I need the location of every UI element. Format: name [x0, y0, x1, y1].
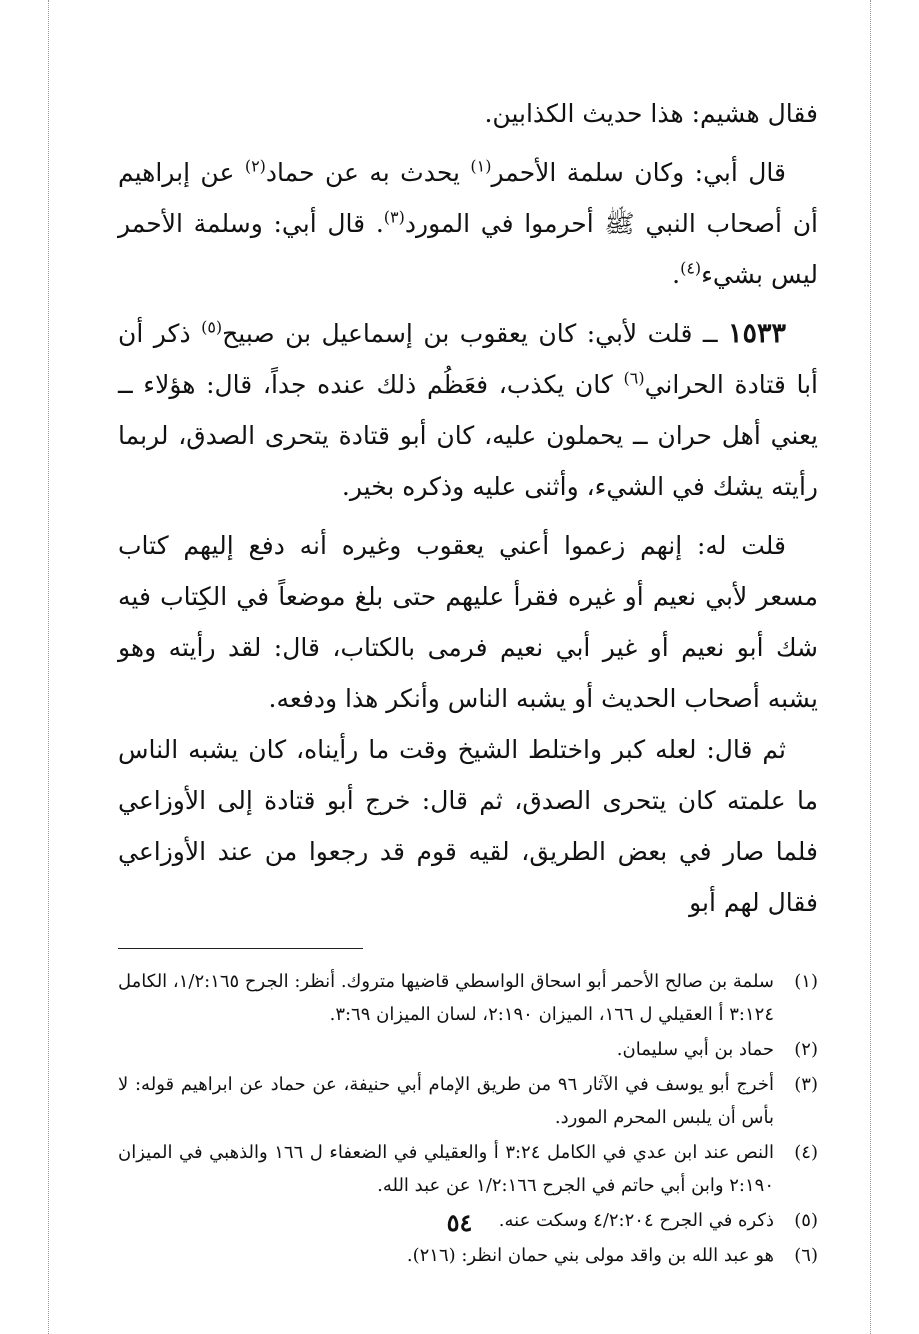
footnote-ref-2[interactable]: (٢) [244, 156, 266, 176]
scan-edge-right [870, 0, 871, 1334]
text-segment: . قال أبي: وسلمة الأحمر ليس بشيء [118, 209, 818, 289]
paragraph-5: ثم قال: لعله كبر واختلط الشيخ وقت ما رأيناه، كان يشبه الناس ما علمته كان يتحرى الصدق، ثم قال: خرج أبو قتادة إلى الأوزاعي فلما صار في بعض الطريق، لقيه قوم قد رجعوا من عند الأوزاعي فقال لهم أبو [118, 735, 818, 917]
footnote-text: سلمة بن صالح الأحمر أبو اسحاق الواسطي قاضيها متروك. أنظر: الجرح ١/٢:١٦٥، الكامل ٣:١٢٤ أ العقيلي ل ١٦٦، الميزان ٢:١٩٠، لسان الميزان ٣:٦٩. [118, 971, 775, 1025]
text-segment: يحدث به عن حماد [265, 158, 471, 187]
footnote-4 [118, 1136, 818, 1202]
footnote-6 [118, 1239, 818, 1272]
footnote-ref-1[interactable]: (١) [470, 156, 492, 176]
page-content [118, 88, 818, 1274]
footnote-3 [118, 1068, 818, 1134]
footnote-text: النص عند ابن عدي في الكامل ٣:٢٤ أ والعقيلي في الضعفاء ل ١٦٦ والذهبي في الميزان ٢:١٩٠ وابن أبي حاتم في الجرح ١/٢:١٦٦ عن عبد الله. [118, 1142, 774, 1196]
main-text [118, 88, 818, 928]
text-segment: ــ قلت لأبي: كان يعقوب بن إسماعيل بن صبيح [222, 319, 728, 348]
footnote-ref-3[interactable]: (٣) [383, 207, 405, 227]
text-segment: قال أبي: وكان سلمة الأحمر [491, 158, 786, 187]
paragraph-1: فقال هشيم: هذا حديث الكذابين. [484, 99, 818, 128]
text-segment: عن إبراهيم أن أصحاب النبي ﷺ أحرموا في المورد [118, 158, 819, 238]
footnote-text: حماد بن أبي سليمان. [616, 1039, 774, 1060]
entry-1533 [118, 308, 818, 512]
footnote-number: (٢) [794, 1039, 818, 1060]
scan-edge-left [48, 0, 49, 1334]
page-number: ٥٤ [446, 1208, 473, 1237]
footnote-2 [118, 1033, 818, 1066]
text-segment: ذكر أن أبا قتادة الحراني [118, 319, 818, 399]
footnote-ref-5[interactable]: (٥) [201, 317, 223, 337]
text-segment: كان يكذب، فعَظُم ذلك عنده جداً، قال: هؤلاء ــ يعني أهل حران ــ يحملون عليه، كان أبو قتادة يتحرى الصدق، لربما رأيته يشك في الشيء، وأثنى عليه وذكره بخير. [118, 370, 818, 501]
footnote-text: أخرج أبو يوسف في الآثار ٩٦ من طريق الإمام أبي حنيفة، عن حماد عن ابراهيم قوله: لا بأس أن يلبس المحرم المورد. [118, 1074, 774, 1128]
footnote-number: (٦) [794, 1245, 818, 1266]
footnote-number: (٣) [794, 1074, 818, 1095]
footnote-number: (٥) [794, 1210, 818, 1231]
paragraph-4: قلت له: إنهم زعموا أعني يعقوب وغيره أنه دفع إليهم كتاب مسعر لأبي نعيم أو غيره فقرأ عليهم حتى بلغ موضعاً في الكِتاب فيه شك أبو نعيم أو غير أبي نعيم فرمى بالكتاب، قال: لقد رأيته وهو يشبه أصحاب الحديث أو يشبه الناس وأنكر هذا ودفعه. [118, 531, 818, 713]
entry-number: ١٥٣٣ [728, 318, 787, 349]
footnote-ref-6[interactable]: (٦) [623, 368, 645, 388]
paragraph-2 [118, 147, 818, 300]
footnote-separator [118, 948, 363, 949]
footnote-number: (١) [794, 971, 818, 992]
footnote-1 [118, 965, 818, 1031]
footnote-ref-4[interactable]: (٤) [680, 258, 702, 278]
footnote-number: (٤) [794, 1142, 818, 1163]
footnote-text: هو عبد الله بن واقد مولى بني حمان انظر: (٢١٦). [406, 1245, 774, 1266]
text-segment: . [672, 260, 681, 289]
footnote-text: ذكره في الجرح ٤/٢:٢٠٤ وسكت عنه. [498, 1210, 774, 1231]
